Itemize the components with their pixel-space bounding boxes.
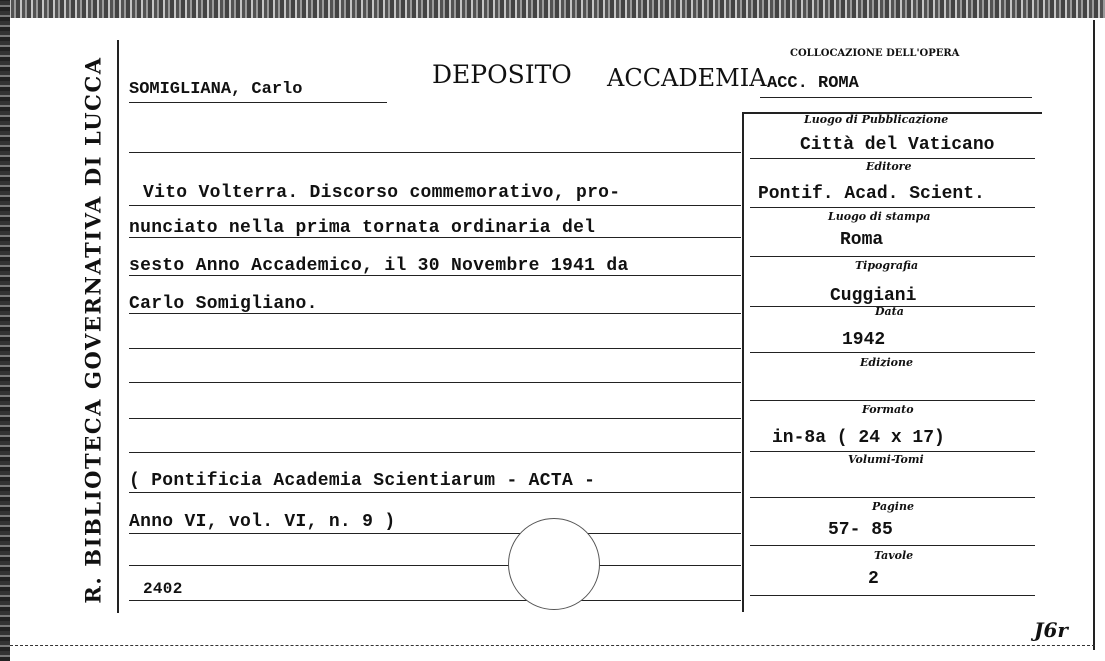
luogo-stampa-label: Luogo di stampa	[828, 210, 931, 223]
pagine-value: 57- 85	[828, 520, 893, 540]
collocazione-rule	[760, 97, 1032, 98]
pagine-label: Pagine	[872, 500, 914, 513]
bottom-edge	[10, 645, 1095, 646]
title-line-3: sesto Anno Accademico, il 30 Novembre 1941 da	[129, 256, 629, 276]
body-rule	[129, 382, 741, 383]
tavole-value: 2	[868, 569, 879, 589]
title-line-1: Vito Volterra. Discorso commemorativo, pro-	[143, 183, 621, 203]
body-rule	[129, 205, 741, 206]
body-rule	[129, 533, 741, 534]
data-value: 1942	[842, 330, 886, 350]
field-rule	[750, 545, 1035, 546]
luogo-pubblicazione-label: Luogo di Pubblicazione	[804, 113, 949, 126]
deposito-label: DEPOSITO	[432, 60, 572, 89]
left-scan-edge	[0, 0, 10, 661]
field-rule	[750, 497, 1035, 498]
author-name: SOMIGLIANA, Carlo	[129, 80, 303, 99]
field-box-left-rule	[742, 112, 744, 612]
editore-value: Pontif. Acad. Scient.	[758, 184, 985, 204]
inventory-number: 2402	[143, 580, 183, 598]
field-rule	[750, 451, 1035, 452]
luogo-stampa-value: Roma	[840, 230, 884, 250]
tipografia-value: Cuggiani	[830, 286, 917, 306]
accademia-label: ACCADEMIA	[607, 64, 767, 92]
series-line-2: Anno VI, vol. VI, n. 9 )	[129, 512, 396, 532]
series-line-1: ( Pontificia Academia Scientiarum - ACTA -	[129, 471, 596, 491]
field-rule	[750, 158, 1035, 159]
body-rule	[129, 418, 741, 419]
title-line-4: Carlo Somigliano.	[129, 294, 318, 314]
body-rule	[129, 348, 741, 349]
field-rule	[750, 256, 1035, 257]
luogo-pubblicazione-value: Città del Vaticano	[800, 135, 995, 155]
collocazione-label: COLLOCAZIONE DELL'OPERA	[790, 48, 960, 59]
body-rule	[129, 452, 741, 453]
body-rule	[129, 565, 741, 566]
tipografia-label: Tipografia	[855, 259, 919, 272]
field-rule	[750, 207, 1035, 208]
formato-value: in-8a ( 24 x 17)	[772, 428, 945, 448]
punch-hole	[508, 518, 600, 610]
handwritten-corner-note: J6r	[1034, 618, 1068, 642]
header-rule	[129, 102, 387, 103]
data-label: Data	[875, 305, 904, 318]
title-line-2: nunciato nella prima tornata ordinaria del	[129, 218, 596, 238]
collocazione-value: ACC. ROMA	[767, 74, 859, 93]
library-name-vertical: R. BIBLIOTECA GOVERNATIVA DI LUCCA	[80, 56, 106, 604]
body-rule	[129, 600, 741, 601]
body-rule	[129, 152, 741, 153]
formato-label: Formato	[862, 403, 914, 416]
editore-label: Editore	[866, 160, 912, 173]
volumi-label: Volumi-Tomi	[848, 453, 924, 466]
tavole-label: Tavole	[874, 549, 914, 562]
right-scan-edge	[1093, 20, 1095, 650]
top-scan-edge	[0, 0, 1105, 18]
body-rule	[129, 492, 741, 493]
field-rule	[750, 595, 1035, 596]
field-rule	[750, 352, 1035, 353]
edizione-label: Edizione	[860, 356, 914, 369]
field-rule	[750, 400, 1035, 401]
left-margin-rule	[117, 40, 119, 613]
